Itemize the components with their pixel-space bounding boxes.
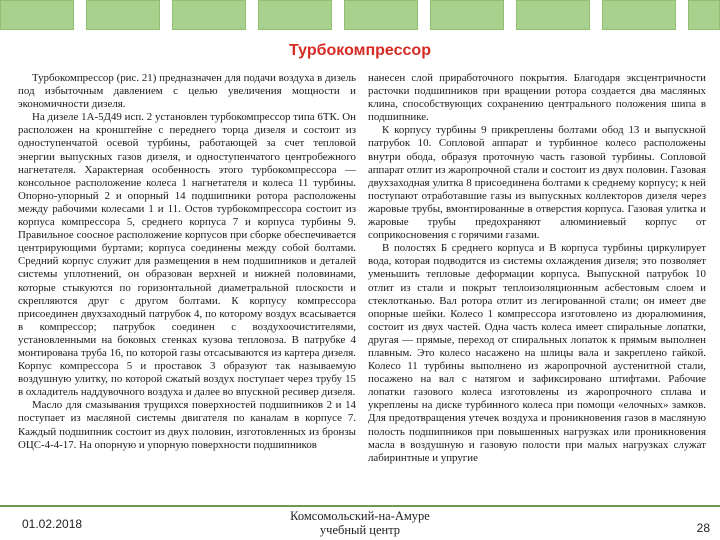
text-column-right [368,72,706,465]
thumbnail-tile [516,0,590,30]
paragraph: К корпусу турбины 9 прикреплены болтами обод 13 и выпускной патрубок 10. Сопловой аппарат и турбинное колесо расположены внутри обода, образуя проточную часть газовой турбины. Сопловой аппарат отлит из жаропрочной стали и состоит из двух половин. Газовая двухзаходная улитка 8 присоединена болтами к среднему корпусу; к ней поступают отработавшие газы из выпускных коллекторов дизеля через жаровые трубы, вмонтированные в отверстия корпуса. Газовая улитка и жаровые трубы предохраняют алюминиевый корпус от соприкосновения с горячими газами. [368,124,706,242]
thumbnail-tile [258,0,332,30]
paragraph: На дизеле 1А-5Д49 исп. 2 установлен турбокомпрессор типа 6ТК. Он расположен на кронштейне с переднего торца дизеля и состоит из одноступенчатой осевой турбины, работающей за счет тепловой энергии выпускных газов дизеля, и одноступенчатого центробежного нагнетателя. Характерная особенность этого турбокомпрессора — консольное расположение колеса 1 нагнетателя и колеса 11 турбины. Опорно-упорный 2 и опорный 14 подшипники ротора расположены между рабочими колесами 1 и 11. Остов турбокомпрессора состоит из корпуса компрессора 5, среднего корпуса 7 и корпуса турбины 9. Правильное соосное расположение корпусов при сборке обеспечивается центрирующими буртами; корпуса соединены между собой болтами. Средний корпус служит для размещения в нем подшипников и деталей системы уплотнений, он образован верхней и нижней половинами, которые стыкуются по горизонтальной диаметральной плоскости и скрепляются друг с другом болтами. К корпусу компрессора присоединен двухзаходный патрубок 4, по которому воздух всасывается в компрессор; патрубок соединен с воздухоочистителями, установленными на боковых стенках кузова тепловоза. В патрубке 4 монтирована труба 16, по которой газы отсасываются из картера дизеля. Корпус компрессора 5 и проставок 3 образуют так называемую воздушную улитку, по которой сжатый воздух поступает через трубу 15 в охладитель наддувочного воздуха и далее во впускной ресивер дизеля. [18,111,356,399]
footer-location [260,509,460,537]
thumbnail-strip [0,0,720,36]
footer-divider [0,505,720,507]
paragraph: Масло для смазывания трущихся поверхностей подшипников 2 и 14 поступает из масляной системы двигателя по каналам в корпусе 7. Каждый подшипник состоит из двух половин, изготовленных из бронзы ОЦС-4-4-17. На опорную и упорную поверхности подшипников [18,399,356,451]
paragraph: нанесен слой приработочного покрытия. Благодаря эксцентричности расточки подшипников при вращении ротора создается два масляных клина, способствующих сохранению центрального положения шипа в подшипнике. [368,72,706,124]
thumbnail-tile [344,0,418,30]
thumbnail-tile [602,0,676,30]
footer-location-line: учебный центр [319,523,401,537]
paragraph: В полостях Б среднего корпуса и В корпуса турбины циркулирует вода, которая подводится из системы охлаждения дизеля; это позволяет уменьшить тепловые деформации корпуса. Выпускной патрубок 10 отлит из стали и покрыт теплоизоляционным асбестовым слоем и стеклотканью. Вал ротора отлит из легированной стали; он имеет две опорные шейки. Колесо 1 компрессора изготовлено из дюралюминия, состоит из двух частей. Одна часть колеса имеет спиральные лопатки, другая — прямые, переход от спиральных лопаток к прямым выполнен плавным. Это колесо насажено на шлицы вала и закреплено гайкой. Колесо 11 турбины выполнено из жаропрочной аустенитной стали, посажено на вал с натягом и зафиксировано штифтами. Рабочие лопатки газового колеса изготовлены из жаропрочного сплава и укреплены на диске турбинного колеса при помощи «елочных» замков. Для предотвращения утечек воздуха и проникновения газов в масляную полость подшипников при повышенных нагрузках или проникновения масла в воздушную и газовую полости при малых нагрузках служат лабиринтные и упругие [368,242,706,464]
thumbnail-tile [688,0,720,30]
footer-date: 01.02.2018 [22,517,83,531]
text-column-left [18,72,356,452]
thumbnail-tile [86,0,160,30]
thumbnail-tile [172,0,246,30]
footer-location-line: Комсомольский-на-Амуре [290,509,430,523]
slide-title: Турбокомпрессор [289,42,431,59]
thumbnail-tile [430,0,504,30]
thumbnail-tile [0,0,74,30]
page-number: 28 [696,521,710,535]
slide-footer [0,505,720,540]
paragraph: Турбокомпрессор (рис. 21) предназначен для подачи воздуха в дизель под избыточным давлением с целью увеличения мощности и экономичности дизеля. [18,72,356,111]
